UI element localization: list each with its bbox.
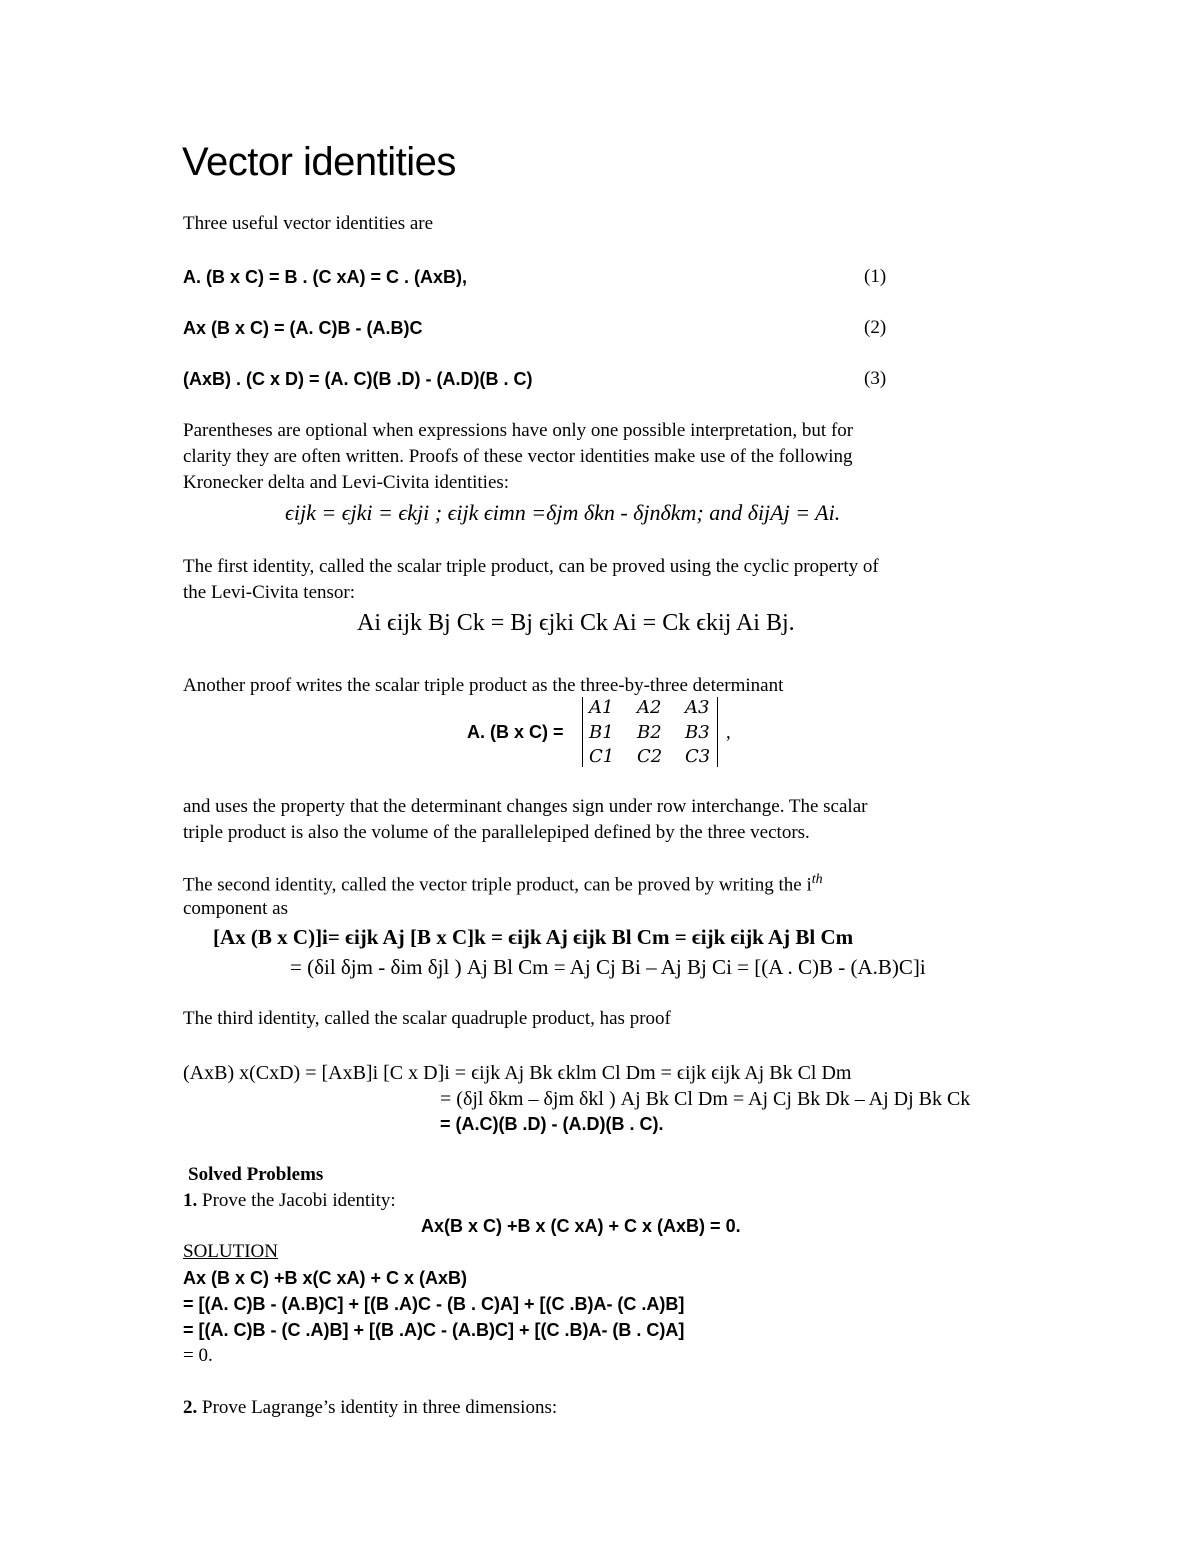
det-cell: A3: [685, 697, 710, 718]
solution-line: = [(A. C)B - (A.B)C] + [(B .A)C - (B . C)A] + [(C .B)A- (C .A)B]: [183, 1294, 685, 1314]
paragraph-line: The third identity, called the scalar quadruple product, has proof: [183, 1008, 671, 1029]
identity-3: (AxB) . (C x D) = (A. C)(B .D) - (A.D)(B . C): [183, 369, 533, 389]
det-cell: B3: [685, 722, 710, 743]
det-cell: A1: [589, 697, 614, 718]
paragraph-line: The first identity, called the scalar triple product, can be proved using the cyclic property of: [183, 556, 879, 577]
problem-number: 1.: [183, 1190, 198, 1211]
page-title: Vector identities: [182, 140, 456, 184]
vector-triple-product-line-1: [Ax (B x C)]i= ϵijk Aj [B x C]k = ϵijk Aj ϵijk Bl Cm = ϵijk ϵijk Aj Bl Cm: [213, 925, 854, 949]
superscript-th: th: [811, 872, 823, 887]
problem-text: Prove Lagrange’s identity in three dimensions:: [197, 1397, 558, 1418]
problem-1: [183, 1190, 396, 1213]
det-cell: C2: [637, 746, 663, 767]
paragraph-line: [183, 872, 823, 897]
identity-2-number: (2): [864, 317, 887, 338]
identity-3-number: (3): [864, 368, 887, 389]
det-cell: A2: [637, 697, 662, 718]
scalar-quadruple-line-1: (AxB) x(CxD) = [AxB]i [C x D]i = ϵijk Aj Bk ϵklm Cl Dm = ϵijk ϵijk Aj Bk Cl Dm: [183, 1062, 852, 1084]
determinant-matrix: [582, 697, 718, 767]
cyclic-property-equation: Ai ϵijk Bj Ck = Bj ϵjki Ck Ai = Ck ϵkij Ai Bj.: [357, 610, 795, 636]
paragraph-text: The second identity, called the vector triple product, can be proved by writing the i: [183, 874, 812, 896]
det-cell: B1: [589, 722, 614, 743]
solved-problems-heading: Solved Problems: [188, 1164, 324, 1185]
determinant-lhs: A. (B x C) =: [467, 722, 564, 742]
paragraph-line: triple product is also the volume of the parallelepiped defined by the three vectors.: [183, 822, 810, 843]
jacobi-identity-equation: Ax(B x C) +B x (C xA) + C x (AxB) = 0.: [421, 1216, 741, 1236]
paragraph-line: Kronecker delta and Levi-Civita identities:: [183, 472, 510, 493]
solution-line: = [(A. C)B - (C .A)B] + [(B .A)C - (A.B)C] + [(C .B)A- (B . C)A]: [183, 1320, 685, 1340]
identity-1-number: (1): [864, 266, 887, 287]
scalar-quadruple-line-2: = (δjl δkm – δjm δkl ) Aj Bk Cl Dm = Aj Cj Bk Dk – Aj Dj Bk Ck: [440, 1088, 971, 1110]
problem-text: Prove the Jacobi identity:: [197, 1190, 396, 1211]
problem-2: [183, 1397, 557, 1420]
paragraph-line: component as: [183, 898, 289, 919]
identity-2: Ax (B x C) = (A. C)B - (A.B)C: [183, 318, 423, 338]
solution-line: = 0.: [183, 1345, 213, 1366]
paragraph-line: and uses the property that the determinant changes sign under row interchange. The scalar: [183, 796, 868, 817]
problem-number: 2.: [183, 1397, 198, 1418]
det-cell: B2: [637, 722, 662, 743]
paragraph-line: the Levi-Civita tensor:: [183, 582, 356, 603]
det-cell: C3: [685, 746, 711, 767]
paragraph-line: clarity they are often written. Proofs of these vector identities make use of the following: [183, 446, 853, 467]
solution-line: Ax (B x C) +B x(C xA) + C x (AxB): [183, 1268, 468, 1288]
determinant-comma: ,: [726, 722, 731, 743]
vector-triple-product-line-2: = (δil δjm - δim δjl ) Aj Bl Cm = Aj Cj Bi – Aj Bj Ci = [(A . C)B - (A.B)C]i: [290, 955, 926, 979]
scalar-quadruple-line-3: = (A.C)(B .D) - (A.D)(B . C).: [440, 1114, 664, 1134]
paragraph-line: Parentheses are optional when expressions have only one possible interpretation, but for: [183, 420, 854, 441]
solution-label: SOLUTION: [183, 1241, 278, 1262]
kronecker-levi-civita-equation: ϵijk = ϵjki = ϵkji ; ϵijk ϵimn =δjm δkn - δjnδkm; and δijAj = Ai.: [285, 500, 841, 525]
intro-text: Three useful vector identities are: [183, 213, 434, 234]
det-cell: C1: [589, 746, 615, 767]
identity-1: A. (B x C) = B . (C xA) = C . (AxB),: [183, 267, 468, 287]
paragraph-line: Another proof writes the scalar triple product as the three-by-three determinant: [183, 675, 784, 696]
